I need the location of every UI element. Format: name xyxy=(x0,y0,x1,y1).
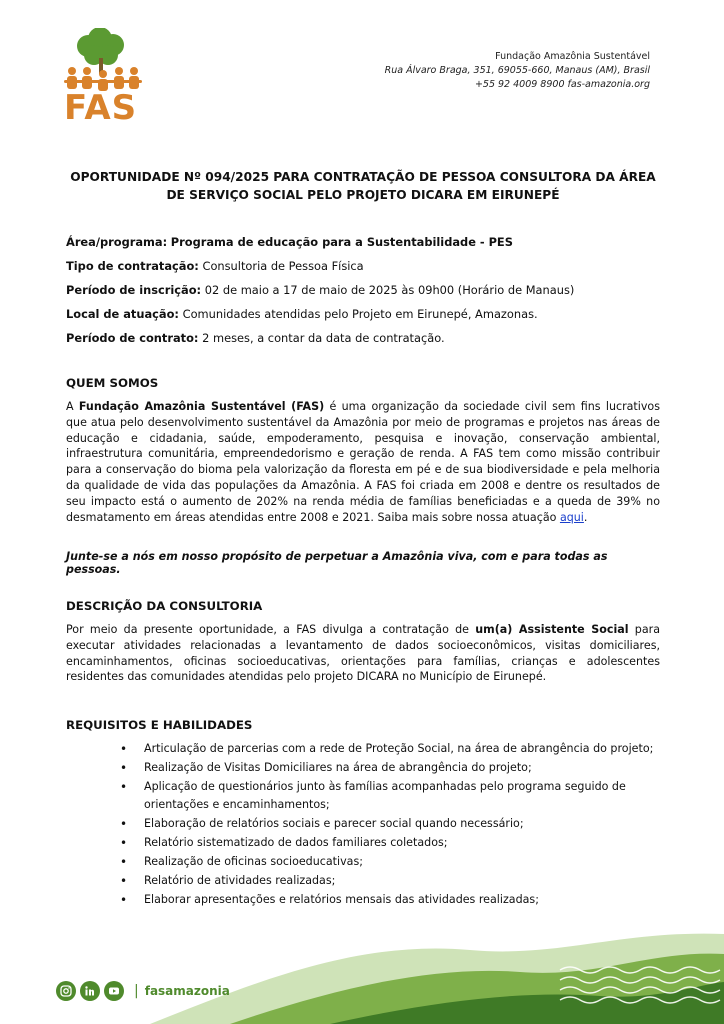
meta-value: 02 de maio a 17 de maio de 2025 às 09h00 (Horário de Manaus) xyxy=(204,283,575,297)
meta-key: Área/programa: xyxy=(66,235,168,249)
document-title: OPORTUNIDADE Nº 094/2025 PARA CONTRATAÇÃO DE PESSOA CONSULTORA DA ÁREA DE SERVIÇO SOCIAL PELO PROJETO DICARA EM EIRUNEPÉ xyxy=(70,170,656,202)
role-bold: um(a) Assistente Social xyxy=(475,623,629,636)
meta-row-contrato xyxy=(66,329,660,353)
org-name-bold: Fundação Amazônia Sustentável (FAS) xyxy=(78,400,325,413)
list-item: • Elaborar apresentações e relatórios mensais das atividades realizadas; xyxy=(118,891,660,909)
meta-key: Local de atuação: xyxy=(66,307,179,321)
aqui-link[interactable]: aqui xyxy=(559,510,584,524)
list-item: • Articulação de parcerias com a rede de Proteção Social, na área de abrangência do projeto; xyxy=(118,740,660,758)
section-heading-requisitos: REQUISITOS E HABILIDADES xyxy=(66,718,253,732)
para-text: Por meio da presente oportunidade, a FAS divulga a contratação de xyxy=(66,623,476,636)
list-item: • Relatório de atividades realizadas; xyxy=(118,872,660,890)
org-name: Fundação Amazônia Sustentável xyxy=(495,51,650,62)
para-text: para executar atividades relacionadas a levantamento de dados socioeconômicos, visitas domiciliares, encaminhamentos, oficinas socioeducativas, orientações para famílias, crianças e adolescentes residentes das comunidades atendidas pelo projeto DICARA no Município de Eirunepé. xyxy=(66,623,661,684)
requirements-list xyxy=(118,740,660,910)
para-text: . xyxy=(583,510,588,524)
list-item: • Elaboração de relatórios sociais e parecer social quando necessário; xyxy=(118,815,660,833)
footer-separator: | xyxy=(134,983,139,999)
meta-value: Comunidades atendidas pelo Projeto em Eirunepé, Amazonas. xyxy=(182,307,538,321)
social-handle[interactable]: fasamazonia xyxy=(144,984,230,998)
linkedin-icon[interactable] xyxy=(80,981,100,1001)
para-text: é uma organização da sociedade civil sem fins lucrativos que atua pelo desenvolvimento sustentável da Amazônia por meio de programas e projetos nas áreas de educação e cidadania, saúde, empoderamento, pesquisa e inovação, conservação ambiental, infraestrutura comunitária, empreendedorismo e geração de renda. A FAS tem como missão contribuir para a conservação do bioma pela valorização da floresta em pé e de sua biodiversidade e pela melhoria da qualidade de vida das populações da Amazônia. A FAS foi criada em 2008 e dentre os resultados de seu impacto está o aumento de 202% na renda média de famílias beneficiadas e a queda de 39% no desmatamento em áreas atendidas entre 2008 e 2021. Saiba mais sobre nossa atuação xyxy=(66,400,660,524)
meta-row-local xyxy=(66,305,660,329)
youtube-icon[interactable] xyxy=(104,981,124,1001)
meta-key: Tipo de contratação: xyxy=(66,259,199,273)
logo-wordmark: FAS xyxy=(64,88,138,128)
list-item: • Realização de oficinas socioeducativas; xyxy=(118,853,660,871)
meta-value: Consultoria de Pessoa Física xyxy=(202,259,364,273)
footer-hills-decoration xyxy=(0,920,724,1024)
meta-value: Programa de educação para a Sustentabilidade - PES xyxy=(170,235,513,249)
descricao-paragraph xyxy=(66,622,660,685)
meta-row-inscricao xyxy=(66,281,660,305)
contact-line: +55 92 4009 8900 fas-amazonia.org xyxy=(474,79,650,90)
quem-somos-paragraph xyxy=(66,399,660,525)
meta-key: Período de contrato: xyxy=(66,331,199,345)
meta-key: Período de inscrição: xyxy=(66,283,202,297)
meta-row-tipo xyxy=(66,257,660,281)
instagram-icon[interactable] xyxy=(56,981,76,1001)
section-heading-descricao: DESCRIÇÃO DA CONSULTORIA xyxy=(66,599,263,613)
section-heading-quem-somos: QUEM SOMOS xyxy=(66,376,159,390)
social-links xyxy=(56,980,230,1002)
meta-row-area xyxy=(66,233,660,257)
list-item: • Realização de Visitas Domiciliares na área de abrangência do projeto; xyxy=(118,759,660,777)
street-address: Rua Álvaro Braga, 351, 69055-660, Manaus (AM), Brasil xyxy=(384,65,650,76)
list-item: • Relatório sistematizado de dados familiares coletados; xyxy=(118,834,660,852)
meta-value: 2 meses, a contar da data de contratação. xyxy=(202,331,445,345)
address-block xyxy=(385,50,650,92)
meta-block xyxy=(66,233,660,353)
para-text: A xyxy=(66,400,79,413)
tagline: Junte-se a nós em nosso propósito de perpetuar a Amazônia viva, com e para todas as pessoas. xyxy=(66,550,608,576)
list-item: • Aplicação de questionários junto às famílias acompanhadas pelo programa seguido de orientações e encaminhamentos; xyxy=(118,778,660,814)
